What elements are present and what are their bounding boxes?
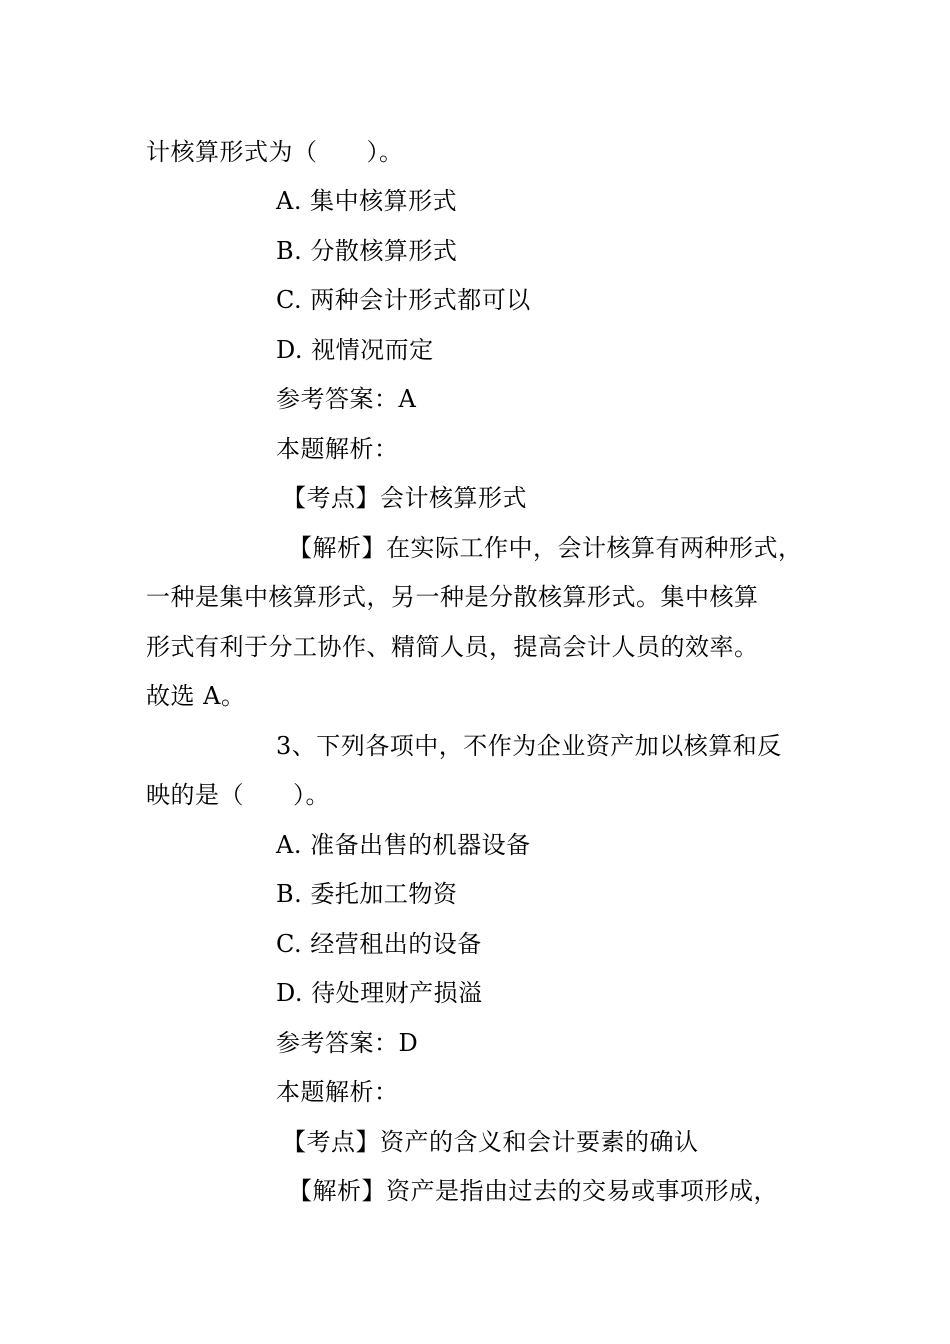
- key-point: 【考点】会计核算形式: [282, 484, 527, 512]
- explanation-line-4: 故选 A。: [146, 682, 246, 710]
- option-c: C. 经营租出的设备: [276, 930, 482, 958]
- question-3-stem-line-1: 3、下列各项中，不作为企业资产加以核算和反: [276, 732, 782, 760]
- explanation-line-1: 【解析】资产是指由过去的交易或事项形成，: [288, 1177, 778, 1205]
- option-d: D. 视情况而定: [276, 336, 434, 364]
- analysis-label: 本题解析：: [276, 435, 399, 463]
- option-a: A. 集中核算形式: [276, 187, 458, 215]
- question-3-stem-line-2: 映的是（ ）。: [146, 781, 330, 809]
- option-b: B. 委托加工物资: [276, 880, 458, 908]
- explanation-line-2: 一种是集中核算形式，另一种是分散核算形式。集中核算: [146, 583, 759, 611]
- option-a: A. 准备出售的机器设备: [276, 831, 531, 859]
- option-c: C. 两种会计形式都可以: [276, 286, 531, 314]
- question-stem-continued: 计核算形式为（ ）。: [146, 138, 404, 166]
- reference-answer: 参考答案：A: [276, 385, 417, 413]
- analysis-label: 本题解析：: [276, 1078, 399, 1106]
- reference-answer: 参考答案：D: [276, 1029, 419, 1057]
- explanation-line-1: 【解析】在实际工作中，会计核算有两种形式，: [288, 534, 803, 562]
- key-point: 【考点】资产的含义和会计要素的确认: [282, 1128, 699, 1156]
- option-d: D. 待处理财产损溢: [276, 979, 483, 1007]
- option-b: B. 分散核算形式: [276, 237, 458, 265]
- explanation-line-3: 形式有利于分工协作、精简人员，提高会计人员的效率。: [146, 633, 759, 661]
